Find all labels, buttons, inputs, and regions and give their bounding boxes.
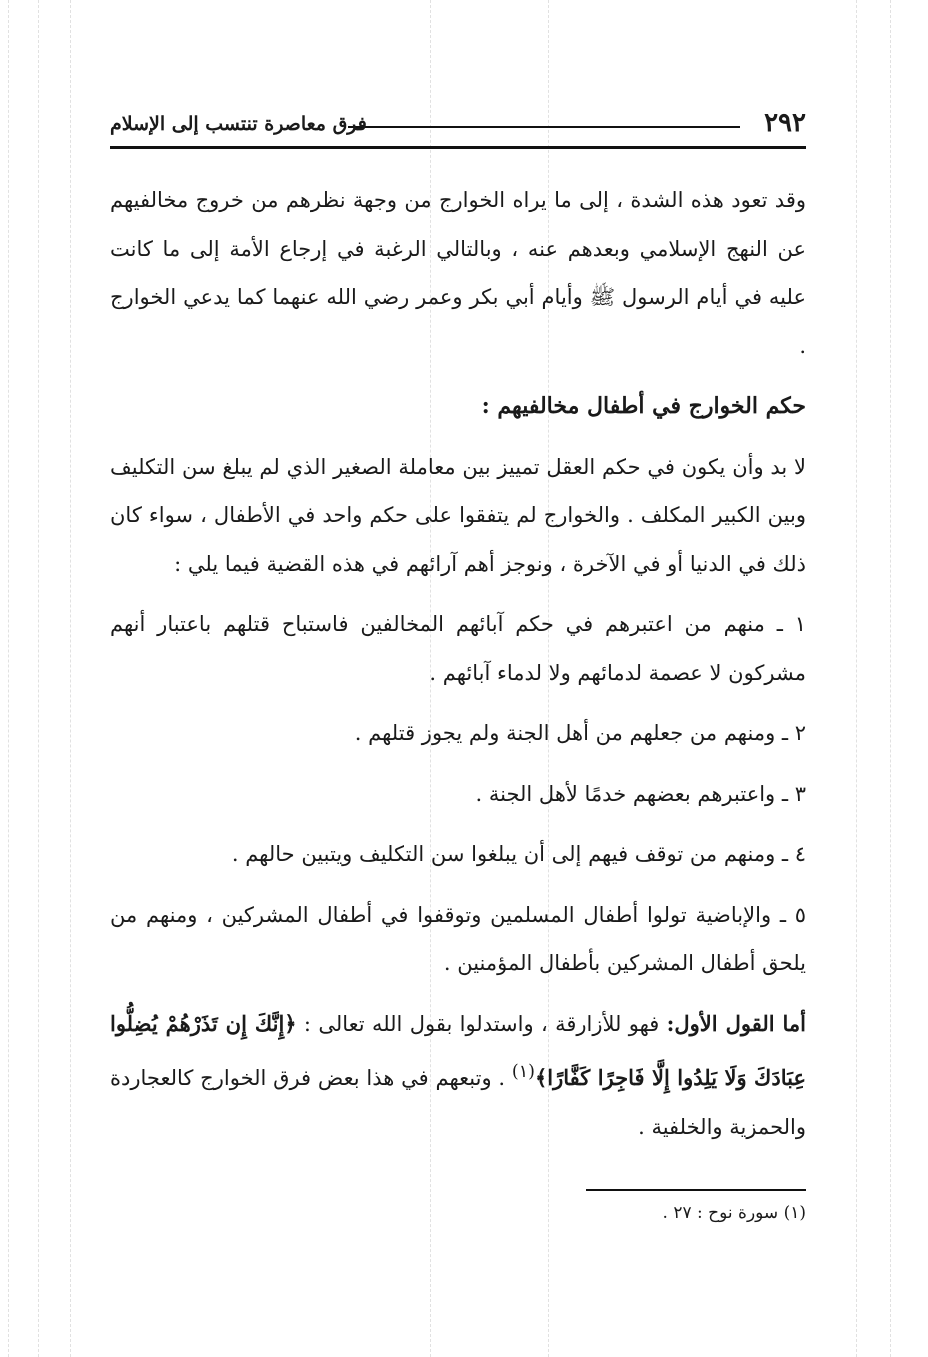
running-title: فرق معاصرة تنتسب إلى الإسلام <box>110 113 367 135</box>
paragraph: لا بد وأن يكون في حكم العقل تمييز بين معاملة الصغير الذي لم يبلغ سن التكليف وبين الكبير المكلف . والخوارج لم يتفقوا على حكم واحد في الأطفال ، سواء كان ذلك في الدنيا أو في الآخرة ، ونوجز أهم آرائهم في هذه القضية فيما يلي : <box>110 454 806 576</box>
lead-phrase: أما القول الأول: <box>666 1010 806 1036</box>
text-run: فهو للأزارقة ، واستدلوا بقول الله تعالى : <box>296 1011 667 1036</box>
footnote-rule <box>586 1189 806 1191</box>
section-heading: حكم الخوارج في أطفال مخالفيهم : <box>481 393 806 419</box>
header-rule <box>110 146 806 149</box>
scan-line <box>38 0 39 1357</box>
footnote: (١) سورة نوح : ٢٧ . <box>662 1203 806 1223</box>
quran-quote: ﴿إِنَّكَ إِن تَذَرْهُمْ يُضِلُّوا عِبَادَكَ وَلَا يَلِدُوا إِلَّا فَاجِرًا كَفَّارًا﴾ <box>110 1010 806 1090</box>
footnote-marker: (١) <box>511 1062 535 1082</box>
scan-line <box>70 0 71 1357</box>
page-number: ٢٩٢ <box>764 108 806 138</box>
paragraph <box>110 1000 806 1152</box>
text-run: . وتبعهم في هذا بعض فرق الخوارج كالعجاردة والحمزية والخلفية . <box>110 1066 806 1139</box>
body-text <box>110 176 806 1151</box>
paragraph: وقد تعود هذه الشدة ، إلى ما يراه الخوارج من وجهة نظرهم من خروج مخالفيهم عن النهج الإسلامي وبعدهم عنه ، وبالتالي الرغبة في إرجاع الأمة إلى ما كانت عليه في أيام الرسول ﷺ وأيام أبي بكر وعمر رضي الله عنهما كما يدعي الخوارج . <box>110 188 806 358</box>
list-item: ٤ ـ ومنهم من توقف فيهم إلى أن يبلغوا سن التكليف ويتبين حالهم . <box>231 842 806 866</box>
header-dash <box>348 126 740 128</box>
list-item: ٢ ـ ومنهم من جعلهم من أهل الجنة ولم يجوز قتلهم . <box>354 721 806 745</box>
scan-line <box>8 0 9 1357</box>
list-item: ١ ـ منهم من اعتبرهم في حكم آبائهم المخالفين فاستباح قتلهم باعتبار أنهم مشركون لا عصمة لدمائهم ولا لدماء آبائهم . <box>110 612 806 685</box>
scan-line <box>856 0 857 1357</box>
scan-line <box>890 0 891 1357</box>
page-header <box>110 108 806 144</box>
list-item: ٣ ـ واعتبرهم بعضهم خدمًا لأهل الجنة . <box>475 781 806 806</box>
list-item: ٥ ـ والإباضية تولوا أطفال المسلمين وتوقفوا في أطفال المشركين ، ومنهم من يلحق أطفال المشركين بأطفال المؤمنين . <box>110 902 806 975</box>
